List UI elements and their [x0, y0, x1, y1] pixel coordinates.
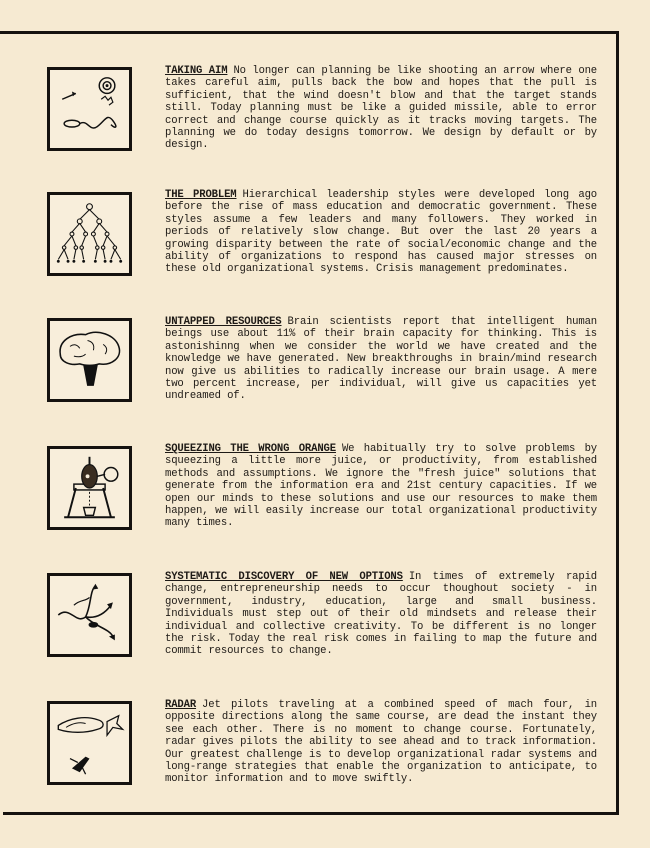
section-heading: TAKING AIM	[165, 65, 228, 77]
section-text	[165, 443, 597, 530]
section-body: We habitually try to solve problems by squeezing a little more juice, or productivity, from established methods and assumptions. We ignore the "fresh juice" solutions that generate from the information era and 21st century capacities. If we open our minds to these solutions and use our resources to make them happen, we will easily increase our total organizational productivity many times.	[165, 443, 597, 530]
section-heading: SYSTEMATIC DISCOVERY OF NEW OPTIONS	[165, 571, 403, 583]
jet-radar-icon	[47, 701, 132, 785]
section-heading: THE PROBLEM	[165, 189, 237, 201]
section-text	[165, 571, 597, 658]
section-heading: UNTAPPED RESOURCES	[165, 316, 282, 328]
section-text	[165, 189, 597, 276]
brain-icon	[47, 318, 132, 402]
section-text	[165, 316, 597, 403]
hierarchy-pyramid-icon	[47, 192, 132, 276]
section-body: Hierarchical leadership styles were developed long ago before the rise of mass education and democratic government. These styles assume a few leaders and many followers. They worked in periods of relatively slow change. But over the last 20 years a growing disparity between the rate of social/economic change and the ability of organizations to respond has caused major stresses on these old organizational systems. Crisis management predominates.	[165, 189, 597, 276]
section-body: In times of extremely rapid change, entrepreneurship needs to occur thoughout society - in government, industry, education, large and small business. Individuals must step out of their old mindsets and release their individual and collective creativity. To be different is no longer the risk. Today the real risk comes in failing to map the future and commit resources to change.	[165, 571, 597, 658]
section-body: No longer can planning be like shooting an arrow where one takes careful aim, pulls back the bow and hopes that the pull is sufficient, that the wind doesn't blow and that the target stands still. Today planning must be like a guided missile, able to error correct and change course quickly as it tracks moving targets. The planning we do today designs tomorrow. We design by default or by design.	[165, 65, 597, 152]
section-body: Jet pilots traveling at a combined speed of mach four, in opposite directions along the same course, are dead the instant they see each other. There is no moment to change course. Fortunately, radar gives pilots the ability to see ahead and to track information. Our greatest challenge is to develop organizational radar systems and long-range strategies that enable the organization to anticipate, to monitor information and to move swiftly.	[165, 699, 597, 786]
section-heading: RADAR	[165, 699, 197, 711]
branching-paths-icon	[47, 573, 132, 657]
juice-press-icon	[47, 446, 132, 530]
arrow-target-missile-icon	[47, 67, 132, 151]
section-body: Brain scientists report that intelligent human beings use about 11% of their brain capacity for thinking. This is astonishinng when we consider the world we have created and the knowledge we have generated. New breakthroughs in brain/mind research now give us abilities to radically increase our brain usage. A mere two percent increase, per individual, will give us capacities yet undreamed of.	[165, 316, 597, 403]
section-heading: SQUEEZING THE WRONG ORANGE	[165, 443, 336, 455]
section-text	[165, 65, 597, 152]
section-text	[165, 699, 597, 786]
